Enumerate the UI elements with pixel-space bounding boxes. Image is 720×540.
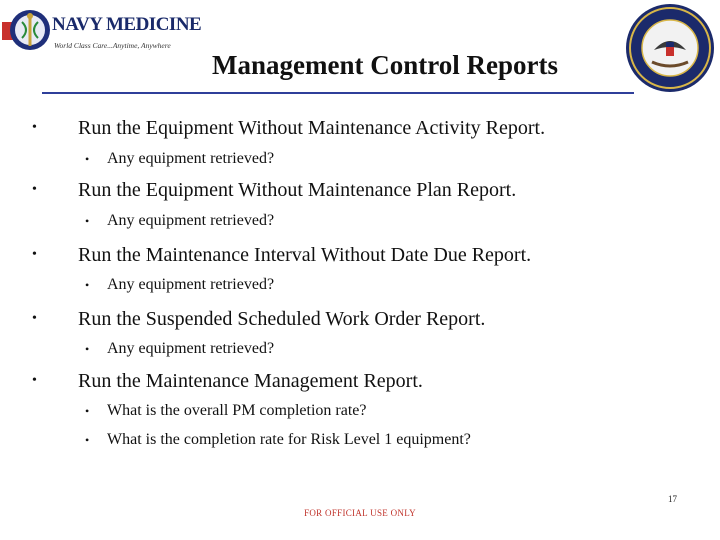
bullet-item [32, 116, 546, 140]
sub-bullet-item [85, 401, 367, 421]
slide-title: Management Control Reports [212, 50, 558, 80]
bullet-text: Run the Suspended Scheduled Work Order Report. [78, 308, 486, 330]
bullet-item [32, 307, 486, 331]
bullet-dot: • [32, 247, 37, 262]
title-underline [42, 92, 634, 94]
sub-bullet-text: Any equipment retrieved? [107, 150, 275, 167]
page-number: 17 [668, 494, 677, 504]
sub-bullet-text: Any equipment retrieved? [107, 212, 275, 229]
sub-bullet-item [85, 149, 275, 169]
bullet-item [32, 243, 532, 267]
sub-bullet-text: Any equipment retrieved? [107, 340, 275, 357]
bullet-dot: • [32, 182, 37, 197]
sub-bullet-item [85, 430, 471, 450]
classification-text: FOR OFFICIAL USE ONLY [304, 508, 416, 518]
brand-name: NAVY MEDICINE [52, 14, 202, 35]
sub-bullet-item [85, 275, 275, 295]
bullet-dot: • [32, 373, 37, 388]
bullet-dot: • [32, 311, 37, 326]
bullet-dot: • [32, 120, 37, 135]
brand-tagline: World Class Care...Anytime, Anywhere [54, 41, 171, 50]
sub-bullet-dot: • [85, 152, 90, 166]
sub-bullet-item [85, 211, 275, 231]
sub-bullet-text: What is the overall PM completion rate? [107, 402, 367, 419]
bullet-item [32, 178, 517, 202]
sub-bullet-dot: • [85, 433, 90, 447]
bullet-text: Run the Equipment Without Maintenance Activity Report. [78, 117, 546, 139]
bullet-text: Run the Equipment Without Maintenance Plan Report. [78, 179, 517, 201]
sub-bullet-text: Any equipment retrieved? [107, 276, 275, 293]
bullet-item [32, 369, 423, 393]
bullet-text: Run the Maintenance Interval Without Date Due Report. [78, 244, 532, 266]
classification-footer [0, 508, 720, 518]
sub-bullet-dot: • [85, 214, 90, 228]
bullet-text: Run the Maintenance Management Report. [78, 370, 423, 392]
sub-bullet-dot: • [85, 404, 90, 418]
sub-bullet-item [85, 339, 275, 359]
sub-bullet-dot: • [85, 342, 90, 356]
sub-bullet-dot: • [85, 278, 90, 292]
sub-bullet-text: What is the completion rate for Risk Level 1 equipment? [107, 431, 471, 448]
